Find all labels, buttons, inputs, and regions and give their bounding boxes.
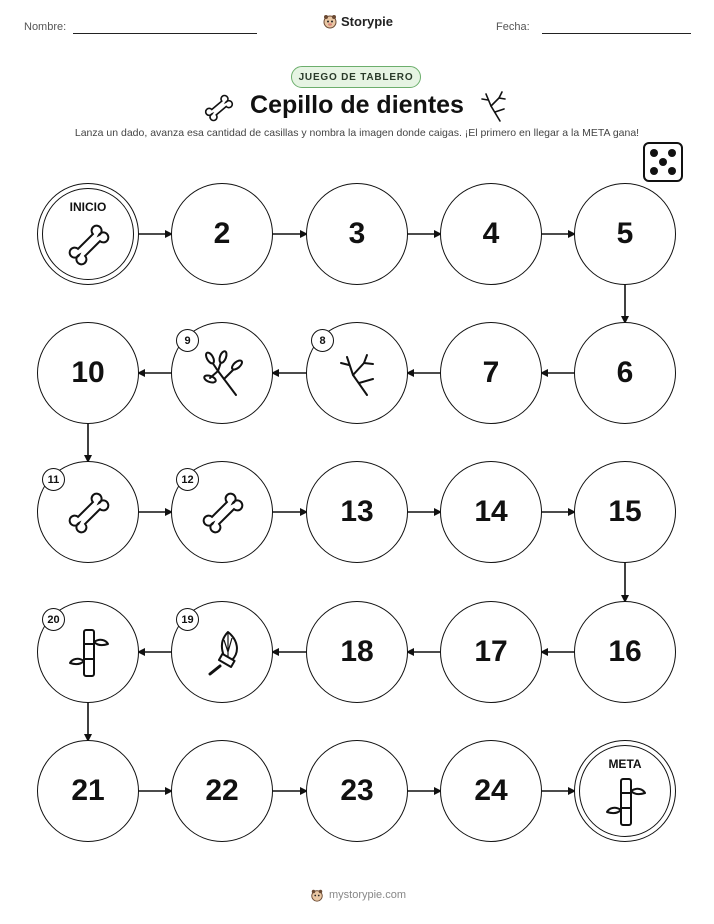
tile-number-badge: 12	[176, 468, 199, 491]
number-tile	[574, 322, 676, 424]
tile-number: 18	[340, 635, 374, 668]
picture-tile	[171, 601, 273, 703]
tile-number: 10	[71, 356, 105, 389]
bone-icon	[64, 220, 114, 270]
footer	[310, 888, 406, 902]
bone-icon	[198, 488, 248, 538]
instructions: Lanza un dado, avanza esa cantidad de casillas y nombra la imagen donde caigas. ¡El primero en llegar a la META gana!	[74, 127, 640, 139]
leaf-branch-icon	[198, 349, 248, 399]
date-label: Fecha:	[496, 21, 530, 33]
number-tile	[37, 740, 139, 842]
tile-number-badge: 8	[311, 329, 334, 352]
tile-number: 13	[340, 495, 374, 528]
tile-number: 17	[474, 635, 508, 668]
tile-number: 7	[482, 356, 500, 389]
tile-number: 2	[213, 217, 231, 250]
tile-number: 14	[474, 495, 508, 528]
number-tile	[574, 461, 676, 563]
number-tile	[440, 740, 542, 842]
number-tile	[574, 601, 676, 703]
number-tile	[306, 183, 408, 285]
number-tile	[306, 740, 408, 842]
brush-icon	[198, 628, 248, 678]
number-tile	[440, 322, 542, 424]
finish-tile	[574, 740, 676, 842]
number-tile	[440, 183, 542, 285]
brand-name: Storypie	[341, 13, 394, 29]
game-type-badge: JUEGO DE TABLERO	[291, 66, 421, 88]
tile-number-badge: 9	[176, 329, 199, 352]
picture-tile	[171, 461, 273, 563]
number-tile	[306, 601, 408, 703]
number-tile	[440, 601, 542, 703]
bamboo-icon	[601, 777, 651, 827]
tile-number: 3	[348, 217, 366, 250]
start-tile	[37, 183, 139, 285]
tile-number: 24	[474, 774, 508, 807]
tile-number: 6	[616, 356, 634, 389]
number-tile	[37, 322, 139, 424]
tile-number-badge: 19	[176, 608, 199, 631]
tile-number: 4	[482, 217, 500, 250]
page-title: Cepillo de dientes	[250, 91, 464, 119]
tile-label: INICIO	[69, 200, 107, 214]
picture-tile	[37, 601, 139, 703]
tile-number-badge: 20	[42, 608, 65, 631]
tile-number: 21	[71, 774, 105, 807]
bamboo-icon	[64, 628, 114, 678]
tile-number: 22	[205, 774, 239, 807]
picture-tile	[171, 322, 273, 424]
picture-tile	[306, 322, 408, 424]
bone-icon	[64, 488, 114, 538]
storypie-mascot-icon	[310, 888, 324, 902]
tile-number: 23	[340, 774, 374, 807]
picture-tile	[37, 461, 139, 563]
number-tile	[171, 183, 273, 285]
number-tile	[171, 740, 273, 842]
name-label: Nombre:	[24, 21, 67, 33]
tile-number: 5	[616, 217, 634, 250]
footer-url[interactable]: mystorypie.com	[329, 889, 407, 901]
tile-number: 16	[608, 635, 642, 668]
number-tile	[440, 461, 542, 563]
number-tile	[306, 461, 408, 563]
number-tile	[574, 183, 676, 285]
tile-number-badge: 11	[42, 468, 65, 491]
tile-label: META	[608, 757, 642, 771]
tile-number: 15	[608, 495, 642, 528]
twig-icon	[333, 349, 383, 399]
